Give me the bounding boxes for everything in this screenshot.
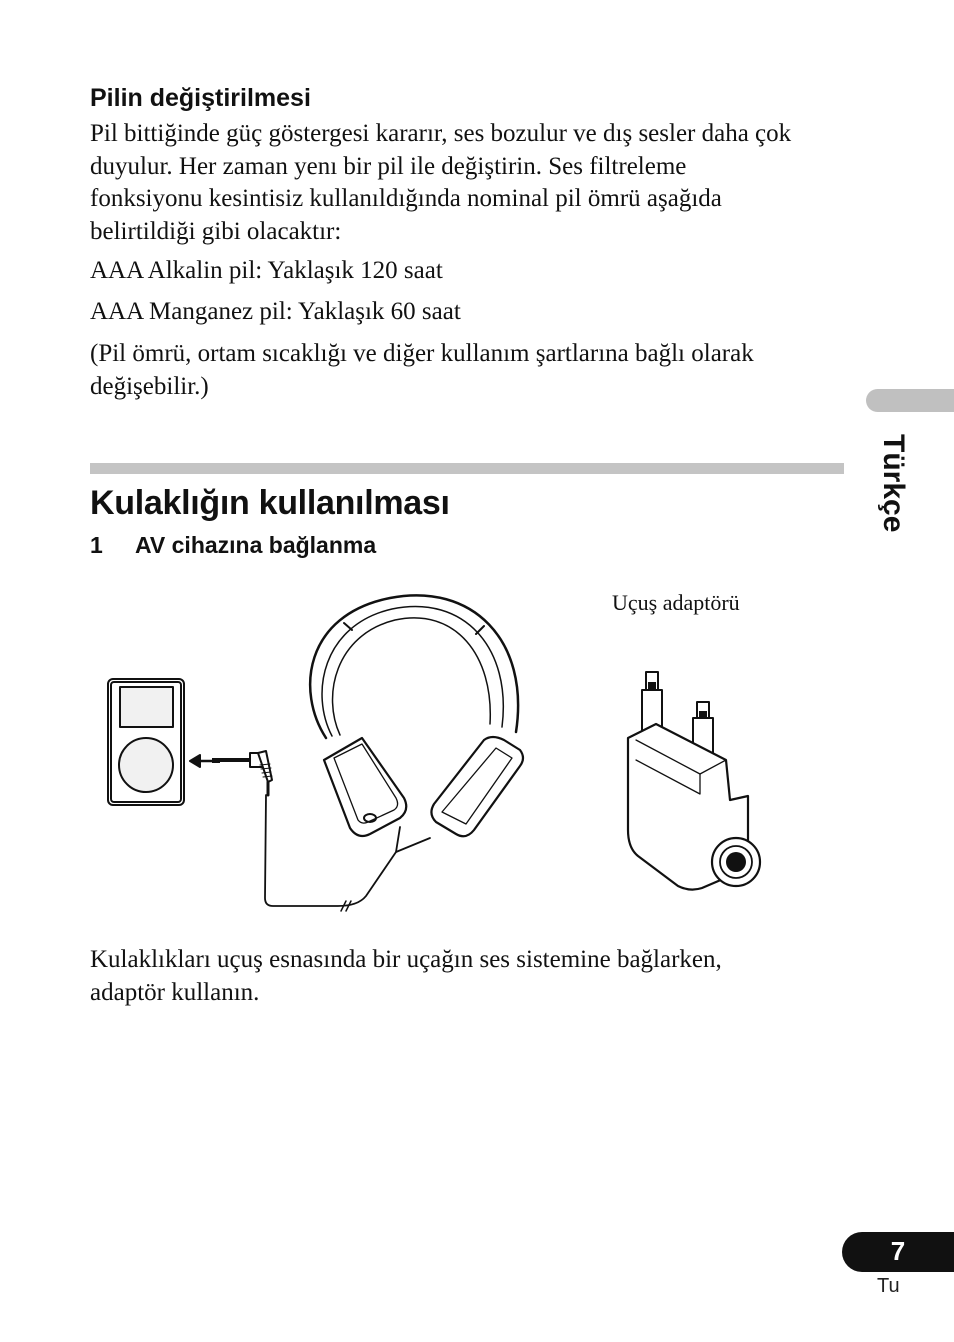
arrow-left-icon [190,755,215,767]
audio-plug-icon [212,751,272,795]
language-label: Türkçe [877,434,910,533]
battery-paragraph [90,118,850,248]
bottom-line: Kulaklıkları uçuş esnasında bir uçağın ses sistemine bağlarken, [90,946,722,973]
headphones-icon [310,595,523,836]
language-code: Tu [877,1275,900,1297]
section-divider [90,463,844,474]
step-number: 1 [90,532,103,558]
page-number: 7 [890,1236,906,1266]
language-tab [866,389,954,412]
battery-note-line: değişebilir.) [90,372,209,400]
battery-line: Pil bittiğinde güç göstergesi kararır, ses bozulur ve dış sesler daha çok [90,120,792,147]
media-player-icon [108,679,184,805]
step-title: AV cihazına bağlanma [135,532,377,558]
step-heading [90,532,376,559]
battery-note [90,338,850,403]
battery-heading: Pilin değiştirilmesi [90,84,311,112]
alkaline-life: AAA Alkalin pil: Yaklaşık 120 saat [90,257,443,284]
bottom-line: adaptör kullanın. [90,979,260,1006]
flight-adapter-icon [628,672,760,890]
page-number-tab [842,1232,954,1272]
manganese-life: AAA Manganez pil: Yaklaşık 60 saat [90,298,461,325]
section-title: Kulaklığın kullanılması [90,484,450,522]
battery-line: fonksiyonu kesintisiz kullanıldığında nominal pil ömrü aşağıda [90,185,722,212]
battery-note-line: (Pil ömrü, ortam sıcaklığı ve diğer kullanım şartlarına bağlı olarak [90,340,754,367]
adapter-label: Uçuş adaptörü [612,590,740,615]
connection-illustration [100,590,780,920]
battery-line: belirtildiği gibi olacaktır: [90,217,342,245]
battery-line: duyulur. Her zaman yenı bir pil ile değiştirin. Ses filtreleme [90,152,687,180]
bottom-paragraph [90,943,850,1009]
